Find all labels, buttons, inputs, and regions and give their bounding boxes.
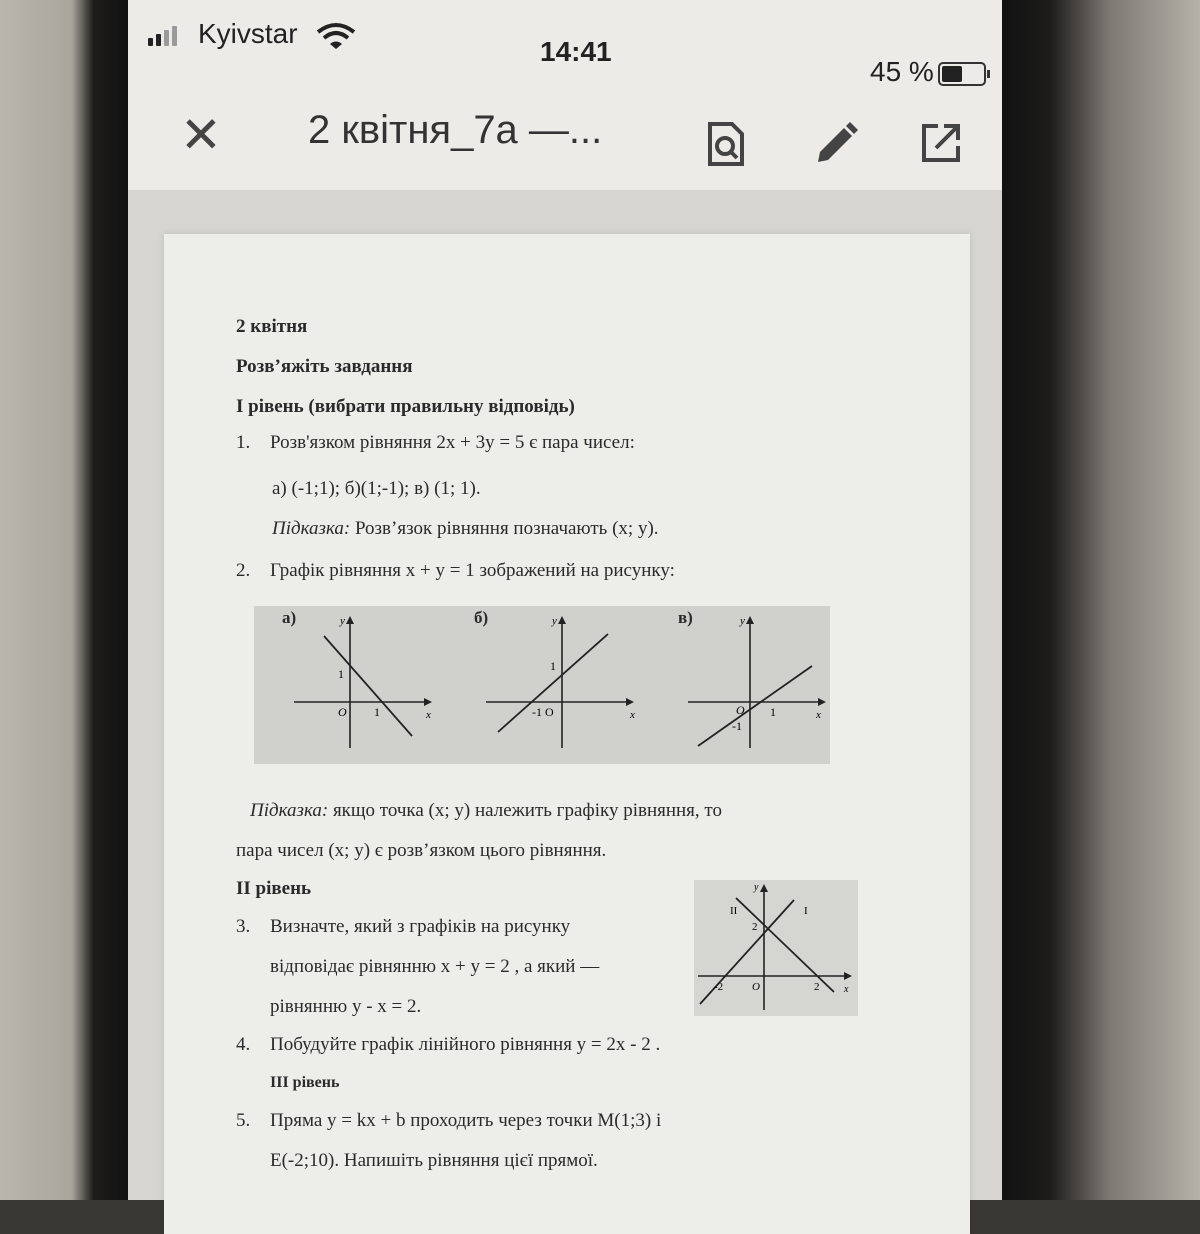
graph-c-y-label: y: [740, 615, 745, 627]
phone-bezel-right: [1000, 0, 1200, 1200]
graph-c-x-label: x: [816, 709, 821, 721]
task-3-line-1: Визначте, який з графіків на рисунку: [270, 916, 571, 937]
level-3-heading: ІІІ рівень: [270, 1074, 340, 1091]
task-1-options: а) (-1;1); б)(1;-1); в) (1; 1).: [272, 478, 481, 499]
graph-b-x-labels: -1 O: [532, 705, 554, 719]
graph-a-x-label: x: [426, 709, 431, 721]
document-viewer[interactable]: [128, 190, 1002, 1200]
task-5-number: 5.: [236, 1110, 251, 1131]
task-3-y-two: 2: [752, 921, 758, 933]
document-search-icon[interactable]: [706, 122, 746, 171]
task-3-line-3: рівнянню y - x = 2.: [270, 996, 422, 1017]
task-3-line-I-label: I: [804, 905, 808, 917]
task-3-line-2: відповідає рівнянню x + y = 2 , а який —: [270, 956, 600, 977]
figure-b-label: б): [474, 608, 489, 627]
task-3-number: 3.: [236, 916, 251, 937]
graph-b-y-one: 1: [550, 659, 556, 673]
task-4-number: 4.: [236, 1034, 251, 1055]
graph-c: [688, 615, 826, 748]
level-2-heading: ІІ рівень: [236, 878, 312, 899]
graph-b: [486, 615, 635, 748]
task-3-y-label: y: [754, 882, 759, 893]
cellular-signal-icon: [148, 26, 177, 46]
figure-c-label: в): [678, 608, 693, 627]
task-3-origin: O: [752, 981, 760, 993]
graph-c-y-minus-one: -1: [732, 719, 742, 733]
task-4-text: Побудуйте графік лінійного рівняння y = 2x - 2 .: [270, 1034, 661, 1055]
task-1-hint-label: Підказка:: [272, 518, 351, 539]
task-1-hint-text: Розв’язок рівняння позначають (x; y).: [354, 518, 659, 539]
doc-date: 2 квітня: [236, 316, 308, 337]
graph-b-y-label: y: [552, 615, 557, 627]
task-3-x-two: 2: [814, 981, 820, 993]
graph-a: [294, 615, 432, 748]
graph-a-y-one: 1: [338, 667, 344, 681]
status-time: 14:41: [540, 36, 612, 67]
doc-instruction: Розв’яжіть завдання: [236, 356, 413, 377]
task-3-line-II-label: II: [730, 905, 738, 917]
figure-a-label: а): [282, 608, 297, 627]
graph-c-origin: O: [736, 703, 745, 717]
task-3-x-label: x: [844, 984, 849, 995]
viewer-toolbar: [128, 90, 1002, 190]
hint-2-line-1: якщо точка (x; y) належить графіку рівняння, то: [332, 800, 722, 821]
phone-screen: [128, 0, 1002, 1200]
graph-a-origin: O: [338, 705, 347, 719]
graph-a-y-label: y: [340, 615, 345, 627]
battery-icon: [938, 62, 986, 86]
phone-bezel-left: [0, 0, 130, 1200]
task-2-figure: [254, 606, 830, 764]
document-title: 2 квітня_7а —...: [308, 108, 603, 152]
hint-2-label: Підказка:: [250, 800, 329, 821]
level-1-heading: І рівень (вибрати правильну відповідь): [236, 396, 575, 417]
task-5-line-1: Пряма y = kx + b проходить через точки M(1;3) і: [270, 1110, 662, 1131]
carrier-name: Kyivstar: [198, 18, 298, 49]
hint-2-line-2: пара чисел (x; y) є розв’язком цього рівняння.: [236, 840, 607, 861]
wifi-icon: [316, 22, 356, 55]
graph-b-x-label: x: [630, 709, 635, 721]
task-5-line-2: E(-2;10). Напишіть рівняння цієї прямої.: [270, 1150, 598, 1171]
task-3-x-minus-two: -2: [714, 981, 724, 993]
task-1-number: 1.: [236, 432, 251, 453]
battery-percentage: 45 %: [870, 56, 934, 87]
task-1-text: Розв'язком рівняння 2x + 3y = 5 є пара чисел:: [270, 432, 635, 453]
graph-c-x-one: 1: [770, 705, 776, 719]
task-3-figure: [694, 880, 858, 1016]
task-2-number: 2.: [236, 560, 251, 581]
graph-a-x-one: 1: [374, 705, 380, 719]
task-2-text: Графік рівняння x + y = 1 зображений на рисунку:: [270, 560, 675, 581]
document-page: [164, 234, 970, 1234]
open-external-icon[interactable]: [920, 122, 962, 169]
status-bar: [128, 0, 1002, 90]
pencil-edit-icon[interactable]: [814, 122, 858, 171]
close-icon[interactable]: ✕: [180, 107, 222, 163]
